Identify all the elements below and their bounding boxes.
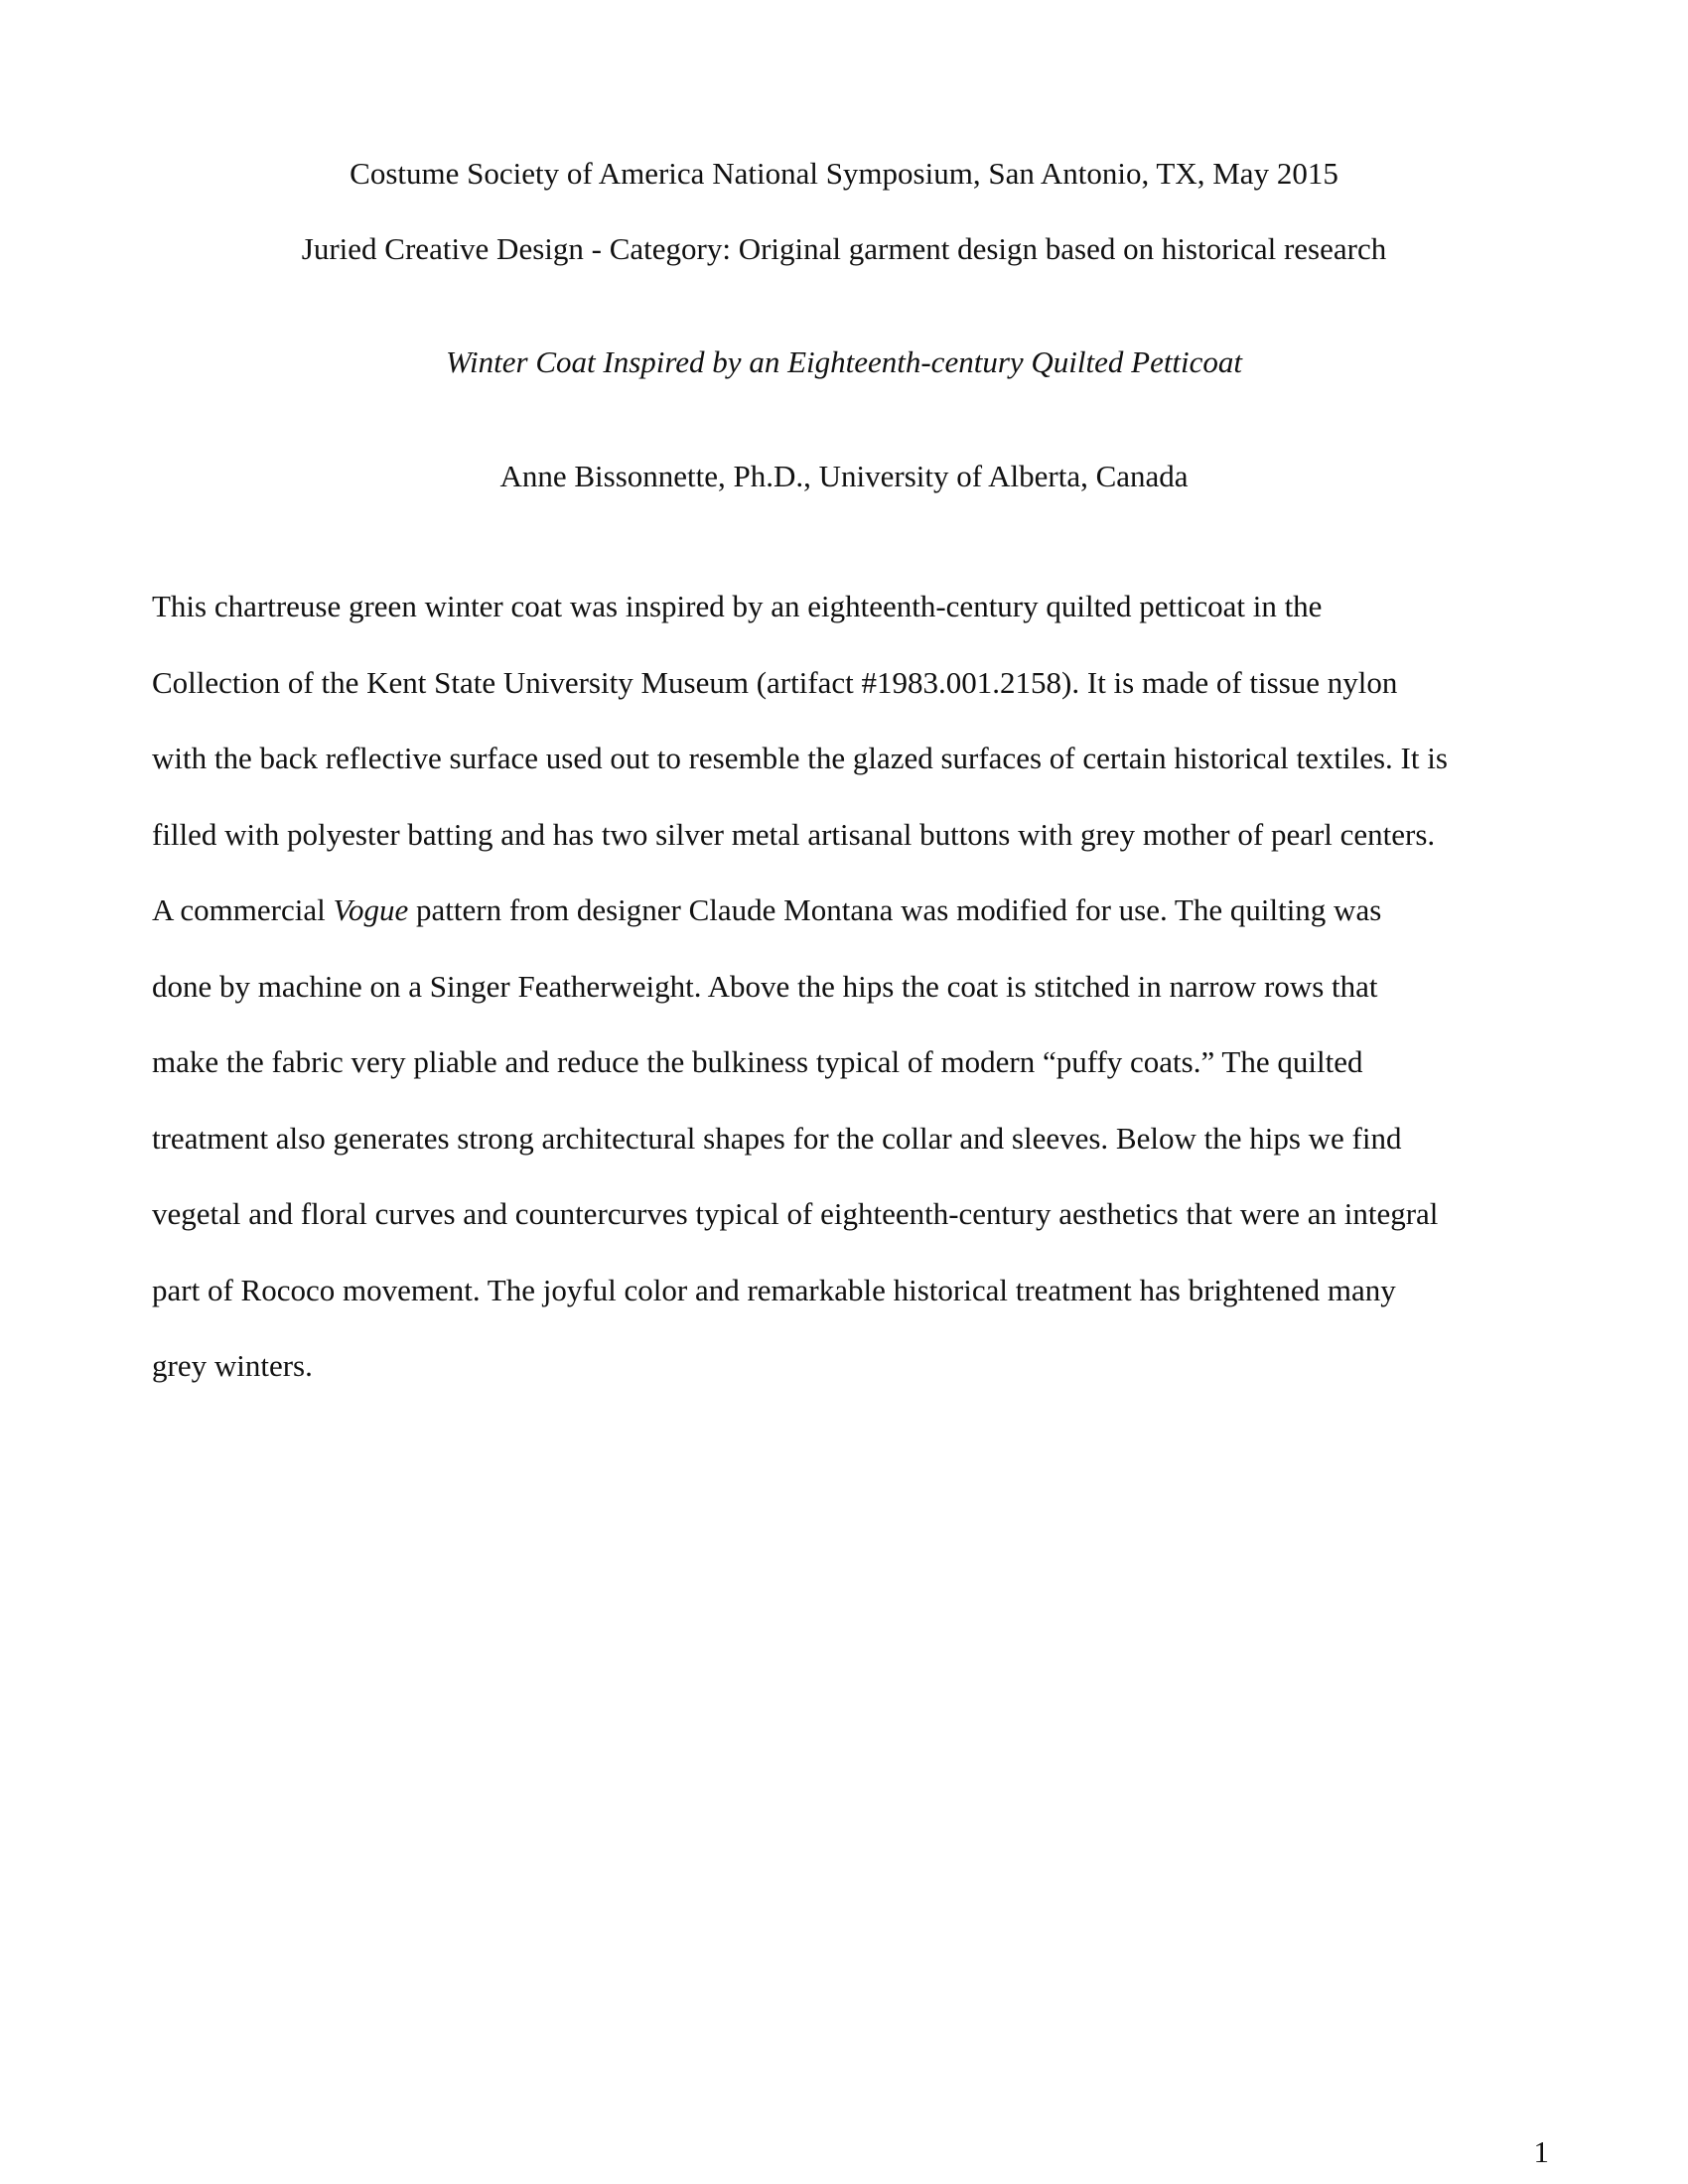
body-line-5-end: pattern from designer Claude Montana was modified for use. The quilting was [408,892,1382,927]
category-heading: Juried Creative Design - Category: Original garment design based on historical research [301,231,1387,266]
vogue-italic: Vogue [333,892,409,927]
body-line-8: treatment also generates strong architectural shapes for the collar and sleeves. Below the hips we find [152,1120,1402,1156]
body-line-9: vegetal and floral curves and countercurves typical of eighteenth-century aesthetics that were an integral [152,1196,1439,1231]
page-number: 1 [1533,2134,1549,2169]
body-paragraph [152,569,1562,1405]
conference-heading: Costume Society of America National Symposium, San Antonio, TX, May 2015 [350,156,1338,191]
body-line-10: part of Rococo movement. The joyful color and remarkable historical treatment has brightened many [152,1272,1396,1307]
body-line-11: grey winters. [152,1348,313,1383]
document-title: Winter Coat Inspired by an Eighteenth-century Quilted Petticoat [445,344,1243,379]
body-line-4: filled with polyester batting and has two silver metal artisanal buttons with grey mother of pearl centers. [152,816,1436,852]
body-line-6: done by machine on a Singer Featherweight. Above the hips the coat is stitched in narrow rows that [152,968,1378,1004]
body-line-5 [152,873,1562,949]
author-line: Anne Bissonnette, Ph.D., University of Alberta, Canada [499,459,1189,493]
body-line-2: Collection of the Kent State University Museum (artifact #1983.001.2158). It is made of tissue nylon [152,664,1398,700]
body-line-5-start: A commercial [152,892,334,927]
body-line-1: This chartreuse green winter coat was inspired by an eighteenth-century quilted petticoat in the [152,589,1323,623]
body-line-3: with the back reflective surface used out to resemble the glazed surfaces of certain historical textiles. It is [152,741,1448,775]
body-line-7: make the fabric very pliable and reduce the bulkiness typical of modern “puffy coats.” The quilted [152,1044,1363,1079]
